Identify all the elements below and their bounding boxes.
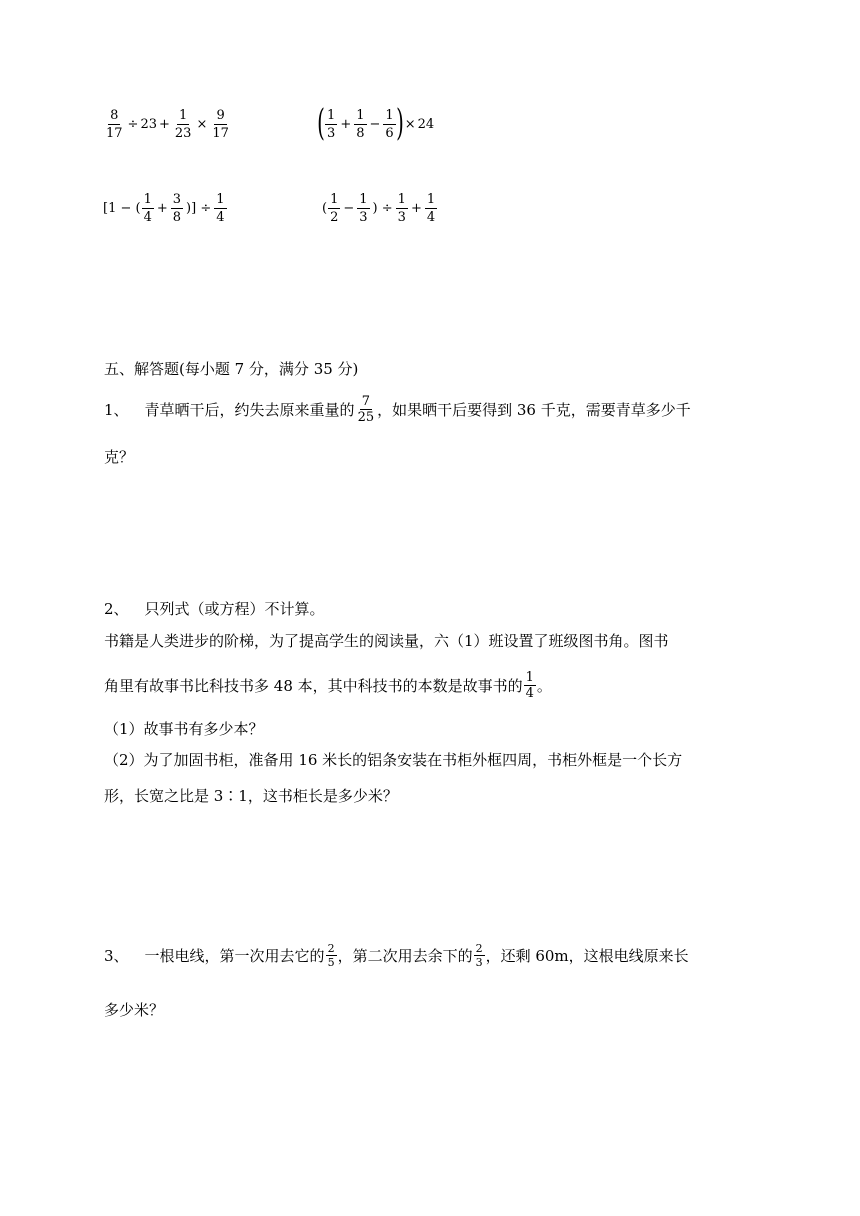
question-3-line-1: 3、 一根电线，第一次用去它的 $\frac{2}{5}$ ，第二次用去余下的 $\frac{2}{3}$ ，还剩 60m，这根电线原来长 — [104, 942, 689, 969]
fraction: $\frac{2}{3}$ — [475, 942, 483, 969]
fraction: $\frac{1}{3}$ — [327, 107, 336, 141]
fraction: $\frac{2}{5}$ — [327, 942, 335, 969]
expression-1: $\frac{8}{17}$ ÷ 23 + $\frac{1}{23}$ × $\frac{9}{17}$ — [106, 108, 229, 141]
question-1-line-1: 1、 青草晒干后，约失去原来重量的 $\frac{7}{25}$ ，如果晒干后要得到 36 千克，需要青草多少千 — [104, 394, 691, 425]
fraction: $\frac{8}{17}$ — [106, 108, 123, 141]
fraction: $\frac{1}{8}$ — [356, 107, 365, 141]
fraction: $\frac{9}{17}$ — [212, 108, 229, 141]
fraction: $\frac{1}{4}$ — [525, 670, 534, 701]
question-number: 2、 — [104, 600, 129, 618]
question-2-line-2: 角里有故事书比科技书多 48 本，其中科技书的本数是故事书的 $\frac{1}{4}$ 。 — [104, 670, 552, 701]
question-3-line-2: 多少米？ — [104, 1001, 165, 1019]
expression-2: ( $\frac{1}{3}$ + $\frac{1}{8}$ − $\frac{1}{6}$ ) × 24 — [317, 103, 435, 144]
fraction: $\frac{1}{2}$ — [330, 192, 339, 225]
fraction: $\frac{1}{6}$ — [385, 107, 394, 141]
question-number: 1、 — [104, 400, 129, 419]
question-1-line-2: 克？ — [104, 448, 135, 466]
question-2-line-1: 书籍是人类进步的阶梯，为了提高学生的阅读量，六（1）班设置了班级图书角。图书 — [104, 632, 669, 650]
fraction: $\frac{1}{23}$ — [174, 108, 192, 141]
fraction: $\frac{1}{4}$ — [426, 192, 436, 225]
fraction: $\frac{1}{3}$ — [359, 192, 368, 225]
section-heading: 五、解答题(每小题 7 分，满分 35 分) — [104, 360, 359, 378]
fraction: $\frac{7}{25}$ — [357, 394, 375, 425]
question-number: 3、 — [104, 946, 129, 965]
fraction: $\frac{1}{4}$ — [216, 192, 225, 225]
question-2-instruction: 2、 只列式（或方程）不计算。 — [104, 600, 325, 618]
question-2-sub-2-line-1: （2）为了加固书柜，准备用 16 米长的铝条安装在书柜外框四周，书柜外框是一个长方 — [104, 751, 683, 769]
expression-4: ( $\frac{1}{2}$ − $\frac{1}{3}$ ) ÷ $\frac{1}{3}$ + $\frac{1}{4}$ — [322, 192, 436, 225]
question-2-sub-2-line-2: 形，长宽之比是 3∶1，这书柜长是多少米？ — [104, 787, 398, 805]
fraction: $\frac{3}{8}$ — [172, 192, 182, 225]
fraction: $\frac{1}{4}$ — [143, 192, 152, 225]
question-2-sub-1: （1）故事书有多少本？ — [104, 720, 264, 738]
expression-3: [1 − ( $\frac{1}{4}$ + $\frac{3}{8}$ )] ÷ $\frac{1}{4}$ — [103, 192, 225, 225]
fraction: $\frac{1}{3}$ — [397, 192, 406, 225]
